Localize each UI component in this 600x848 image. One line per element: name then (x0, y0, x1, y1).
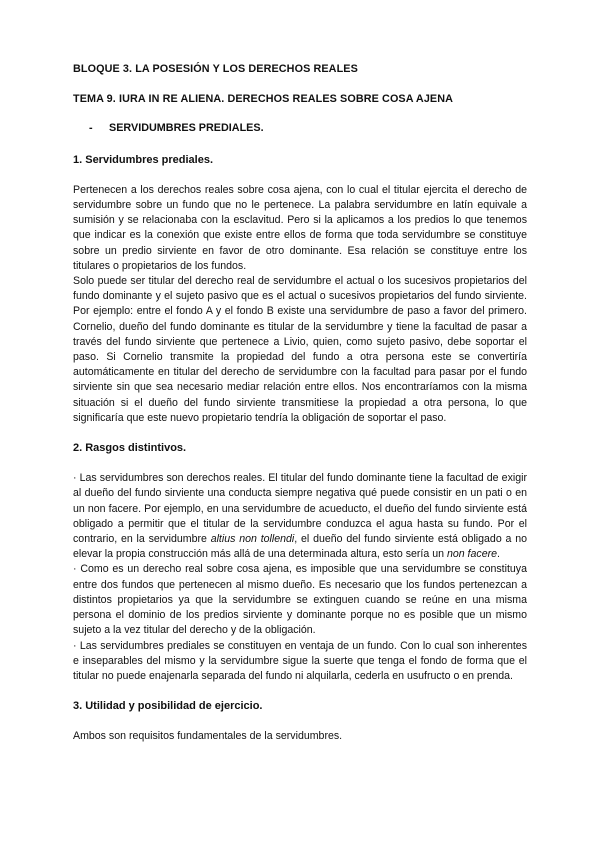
section-2-paragraph-1-part-a: · Las servidumbres son derechos reales. El titular del fundo dominante tiene la facultad de exigir al dueño del fundo sirviente una conducta siempre negativa qué puede consistir en un pati o en un non facere. Por ejemplo, en una servidumbre de acueducto, el dueño del fundo sirviente está obligado a permitir que el titular de la servidumbre conduzca el agua hasta su fundo. Por el contrario, en la servidumbre (73, 472, 527, 546)
block-heading: BLOQUE 3. LA POSESIÓN Y LOS DERECHOS REALES (73, 63, 358, 75)
section-2-paragraph-1 (73, 471, 527, 562)
tema-heading: TEMA 9. IURA IN RE ALIENA. DERECHOS REALES SOBRE COSA AJENA (73, 93, 454, 106)
section-1-title: 1. Servidumbres prediales. (73, 153, 214, 166)
bullet-dash: - (89, 122, 93, 135)
section-1-paragraph-1: Pertenecen a los derechos reales sobre cosa ajena, con lo cual el titular ejercita el derecho de servidumbre sobre un fundo que no le pertenece. La palabra servidumbre en latín equivale a sumisión y se relacionaba con la esclavitud. Pero si la aplicamos a los predios lo que tenemos que indicar es la conexión que existe entre ellos de forma que toda servidumbre se constituye sobre un predio sirviente en favor de otro dominante. Esa relación se constituye entre los titulares o propietarios de los fundos. (73, 183, 527, 272)
section-2-paragraph-2: · Como es un derecho real sobre cosa ajena, es imposible que una servidumbre se constituya entre dos fundos que pertenecen al mismo dueño. Es necesario que los fundos pertenezcan a distintos propietarios ya que la servidumbre se extinguen cuando se reúne en una misma persona el dominio de los predios sirviente y dominante porque no es posible que un mismo sujeto a la vez titular del derecho y de la obligación. (73, 563, 527, 637)
spacer (73, 426, 527, 441)
spacer (73, 684, 527, 699)
section-3-paragraph-1: Ambos son requisitos fundamentales de la servidumbres. (73, 730, 343, 743)
bullet-heading-text: SERVIDUMBRES PREDIALES. (109, 122, 264, 135)
section-2-paragraph-1-part-b: , el dueño del fundo sirviente está obligado a no elevar la propia construcción más allá de una determinada altura, esto sería un (73, 533, 527, 561)
section-2-paragraph-3: · Las servidumbres prediales se constituyen en ventaja de un fundo. Con lo cual son inherentes e inseparables del mismo y la servidumbre sigue la suerte que tenga el fondo de forma que el titular no puede enajenarla separada del fundo ni alquilarla, cederla en usufructo o en prenda. (73, 639, 527, 682)
section-2-title: 2. Rasgos distintivos. (73, 442, 187, 455)
section-2-term-non-facere: non facere (446, 548, 497, 561)
document-page (73, 62, 527, 745)
bullet-heading (73, 121, 527, 136)
section-3-title: 3. Utilidad y posibilidad de ejercicio. (73, 700, 263, 713)
section-2-paragraph-1-part-c: . (497, 548, 500, 561)
section-2-term-altius: altius non tollendi (210, 533, 295, 546)
section-1-paragraph-2: Solo puede ser titular del derecho real de servidumbre el actual o los sucesivos propietarios del fundo dominante y el sujeto pasivo que es el actual o sucesivos propietarios del fundo sirviente. Por ejemplo: entre el fondo A y el fondo B existe una servidumbre de paso a favor del primero. Cornelio, dueño del fundo dominante es titular de la servidumbre y tiene la facultad de pasar a través del fundo sirviente que pertenece a Livio, quien, como sujeto pasivo, debe soportar el paso. Si Cornelio transmite la propiedad del fundo a otra persona este se convertiría automáticamente en titular del derecho de servidumbre con la facultad para pasar por el fundo sirviente sin que sea necesario mediar relación entre ellos. Nos encontraríamos con la misma situación si el dueño del fundo sirviente transmitiese la propiedad a otra persona, lo que significaría que este nuevo propietario tendría la obligación de soportar el paso. (73, 275, 527, 424)
